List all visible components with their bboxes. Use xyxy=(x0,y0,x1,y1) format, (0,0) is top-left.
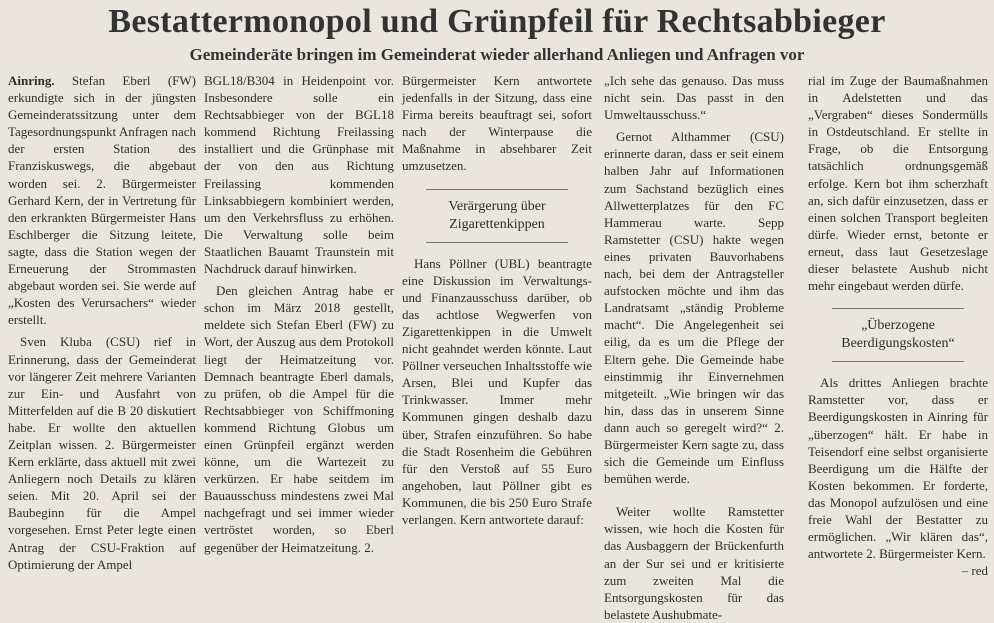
subheadline: Gemeinderäte bringen im Gemeinderat wieder allerhand Anliegen und Anfragen vor xyxy=(189,45,805,64)
paragraph-text: Stefan Eberl (FW) erkundigte sich in der jüngsten Gemeinderatssitzung unter dem Tagesordnungspunkt Anfragen nach der ersten Station des Franziskuswegs, die abgebaut worden sei. 2. Bürgermeister Gerhard Kern, der in Vertretung für den erkrankten Bürgermeister Hans Eschlberger die Sitzung leitete, sagte, dass die Station wegen der Erneuerung der Strommasten abgebaut worden sei. Sie werde auf „Kosten des Verursachers“ wieder erstellt. xyxy=(8,73,196,328)
dateline: Ainring. xyxy=(8,73,55,88)
paragraph: „Ich sehe das genauso. Das muss nicht sein. Das passt in den Umweltausschuss.“ xyxy=(604,73,784,123)
column-1 xyxy=(8,72,196,572)
paragraph: Sven Kluba (CSU) rief in Erinnerung, dass der Gemeinderat vor längerer Zeit mehrere Varianten zur Ein- und Ausfahrt von Mitterfelden auf die B 20 diskutiert habe. Er wollte den aktuellen Zeitplan wissen. 2. Bürgermeister Kern erklärte, dass aktuell mit zwei Anliegern noch Details zu klären seien. Mit 20. April sei der Baubeginn für die Ampel vorgesehen. Ernst Peter legte einen Antrag der CSU-Fraktion auf Optimierung der Ampel xyxy=(8,334,196,572)
paragraph: Den gleichen Antrag habe er schon im März 2018 gestellt, meldete sich Stefan Eberl (FW) zu Wort, der Auszug aus dem Protokoll liegt der Heimatzeitung vor. Demnach beantragte Eberl damals, zu prüfen, ob die Ampel für die Rechtsabbieger von Schiffmoning kommend Richtung Globus um einen Grünpfeil ergänzt werden könne, um die Wartezeit zu verkürzen. Er habe seitdem im Bauausschuss mindestens zwei Mal nachgefragt und sei immer wieder vertröstet worden, so Eberl gegenüber der Heimatzeitung. 2. xyxy=(204,283,394,555)
column-2 xyxy=(204,72,394,555)
paragraph: rial im Zuge der Baumaßnahmen in Adelstetten und das „Vergraben“ dieses Sondermülls in Ostdeutschland. Er stellte in Frage, ob die Entsorgung tatsächlich ordnungsgemäß erfolge. Kern bot ihm scherzhaft an, sich dafür einzusetzen, dass er einen solchen Transport begleiten dürfe. Wieder ernst, betonte er erneut, dass laut Gesetzeslage dieser belastete Aushub nicht mehr eingebaut werden dürfe. xyxy=(808,73,988,294)
paragraph xyxy=(808,374,988,579)
column-5 xyxy=(808,72,988,579)
paragraph: Gernot Althammer (CSU) erinnerte daran, dass er seit einem halben Jahr auf Informationen zum Sachstand bezüglich eines Allwetterplatzes für den FC Hammerau warte. Sepp Ramstetter (CSU) hakte wegen eines privaten Bauvorhabens nach, bei dem der Antragsteller aufstocken möchte und ihm das Landratsamt „ständig Probleme macht“. Die Angelegenheit sei eilig, da es um die Pflege der Eltern gehe. Die Gemeinde habe einstimmig ihr Einvernehmen mitgeteilt. „Wie bringen wir das hin, dass das in unserem Sinne dann auch so geregelt wird?“ 2. Bürgermeister Kern sagte zu, dass sich die Gemeinde um Einfluss bemühen werde. xyxy=(604,129,784,487)
paragraph xyxy=(8,72,196,328)
headline: Bestattermonopol und Grünpfeil für Rechtsabbieger xyxy=(108,3,886,40)
paragraph-text: Als drittes Anliegen brachte Ramstetter vor, dass er Beerdigungskosten in Ainring für „überzogen“ hält. Er habe in Teisendorf eine selbst organisierte Beerdigung um die Hälfte der Kosten bekommen. Er forderte, das Monopol aufzulösen und eine freie Wahl der Bestatter zu ermöglichen. „Wir klären das“, antwortete 2. Bürgermeister Kern. xyxy=(808,375,988,562)
paragraph: Bürgermeister Kern antwortete jedenfalls in der Sitzung, dass eine Firma bereits beauftragt sei, sofort nach der Winterpause die Maßnahme in absehbarer Zeit umzusetzen. xyxy=(402,73,592,174)
column-4 xyxy=(604,72,784,622)
paragraph: Weiter wollte Ramstetter wissen, wie hoch die Kosten für das Ausbaggern der Brückenfurth an der Sur sei und er kritisierte zum zweiten Mal die Entsorgungskosten für das belastete Aushubmate- xyxy=(604,504,784,622)
crosshead: Verärgerung über Zigarettenkippen xyxy=(426,189,568,243)
paragraph: Hans Pöllner (UBL) beantragte eine Diskussion im Verwaltungs- und Finanzausschuss darüber, ob das achtlose Wegwerfen von Zigarettenkippen in die Umwelt nicht geahndet werden könnte. Laut Pöllner verseuchen Inhaltsstoffe wie Arsen, Blei und Kupfer das Trinkwasser. Immer mehr Kommunen gingen deshalb dazu über, Strafen einzuführen. So habe die Stadt Rosenheim die Gebühren für den Verstoß auf 55 Euro angehoben, laut Pöllner gibt es Kommunen, die bis 250 Euro Strafe verlangen. Kern antwortete darauf: xyxy=(402,255,592,527)
crosshead: „Überzogene Beerdigungskosten“ xyxy=(832,308,964,362)
paragraph: BGL18/B304 in Heidenpoint vor. Insbesondere solle ein Rechtsabbieger von der BGL18 kommend Richtung Freilassing installiert und die Grünphase mit der von den aus Richtung Freilassing kommenden Linksabbiegern kombiniert werden, um den Verkehrsfluss zu erhöhen. Die Verwaltung solle beim Staatlichen Bauamt Traunstein mit Nachdruck darauf hinwirken. xyxy=(204,73,394,277)
column-3 xyxy=(402,72,592,532)
author-signature: – red xyxy=(961,563,988,579)
